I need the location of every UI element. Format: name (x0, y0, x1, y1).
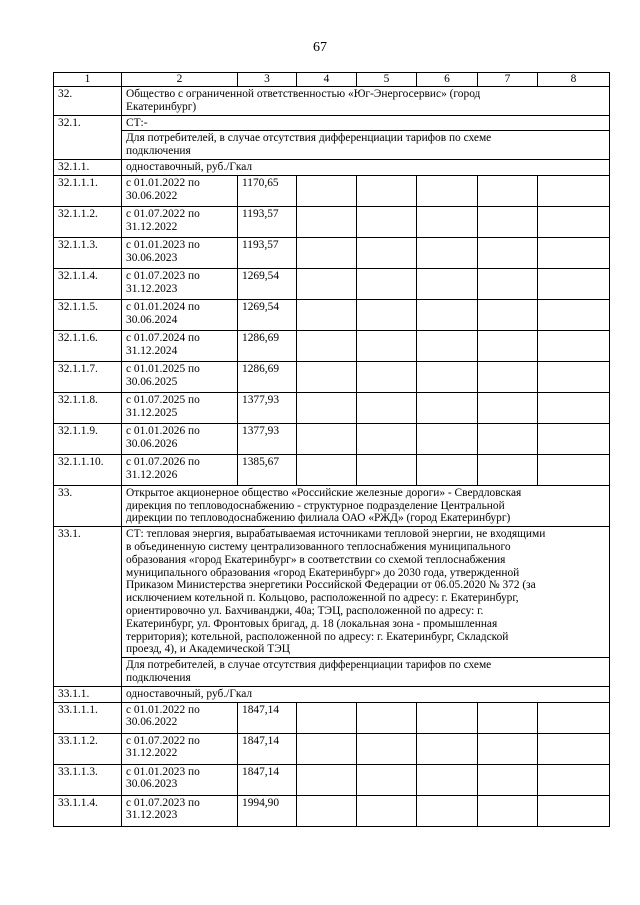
empty-cell (478, 206, 538, 237)
tariff-value: 1847,14 (238, 733, 297, 764)
tariff-period-row (54, 299, 610, 330)
tariff-period-row (54, 237, 610, 268)
empty-cell (478, 454, 538, 485)
empty-cell (357, 206, 417, 237)
empty-cell (417, 361, 478, 392)
empty-cell (297, 299, 357, 330)
period-number: 33.1.1.2. (54, 733, 122, 764)
empty-cell (357, 423, 417, 454)
empty-cell (297, 795, 357, 826)
tariff-value: 1847,14 (238, 702, 297, 733)
empty-cell (357, 454, 417, 485)
rate-type-label: одноставочный, руб./Гкал (122, 686, 610, 702)
empty-cell (357, 361, 417, 392)
column-header: 5 (357, 73, 417, 87)
empty-cell (538, 795, 610, 826)
rate-type-number: 33.1.1. (54, 686, 122, 702)
empty-cell (417, 330, 478, 361)
tariff-value: 1193,57 (238, 237, 297, 268)
period-number: 32.1.1.8. (54, 392, 122, 423)
empty-cell (538, 268, 610, 299)
period-number: 32.1.1.10. (54, 454, 122, 485)
tariff-period-row (54, 702, 610, 733)
tariff-period-row (54, 268, 610, 299)
period-dates: с 01.01.2024 по 30.06.2024 (122, 299, 238, 330)
empty-cell (357, 392, 417, 423)
empty-cell (538, 299, 610, 330)
column-header: 3 (238, 73, 297, 87)
empty-cell (357, 733, 417, 764)
tariff-system-text: СТ: тепловая энергия, вырабатываемая источниками тепловой энергии, не входящими в объединенную систему централизованного теплоснабжения муниципального образования «город Екатеринбург» в соответствии со схемой теплоснабжения муниципального образования «город Екатеринбург» до 2030 года, утвержденной Приказом Министерства энергетики Российской Федерации от 06.05.2020 № 372 (за исключением котельной п. Кольцово, расположенной по адресу: г. Екатеринбург, ориентировочно ул. Бахчиванджи, 40а; ТЭЦ, расположенной по адресу: г. Екатеринбург, ул. Фронтовых бригад, д. 18 (локальная зона - промышленная территория); котельной, расположенной по адресу: г. Екатеринбург, Складской проезд, 4), и Академической ТЭЦ (122, 527, 610, 658)
period-dates: с 01.01.2023 по 30.06.2023 (122, 764, 238, 795)
organization-number: 32. (54, 87, 122, 116)
empty-cell (297, 392, 357, 423)
empty-cell (417, 268, 478, 299)
consumer-group-row (54, 658, 610, 687)
empty-cell (357, 237, 417, 268)
tariff-period-row (54, 733, 610, 764)
column-header: 1 (54, 73, 122, 87)
empty-cell (538, 361, 610, 392)
tariff-value: 1170,65 (238, 175, 297, 206)
tariff-value: 1286,69 (238, 361, 297, 392)
tariff-system-number: 33.1. (54, 527, 122, 687)
empty-cell (417, 299, 478, 330)
empty-cell (357, 268, 417, 299)
tariff-period-row (54, 206, 610, 237)
empty-cell (297, 454, 357, 485)
rate-type-label: одноставочный, руб./Гкал (122, 159, 610, 175)
empty-cell (478, 175, 538, 206)
empty-cell (478, 795, 538, 826)
tariff-value: 1994,90 (238, 795, 297, 826)
tariff-period-row (54, 795, 610, 826)
period-number: 33.1.1.1. (54, 702, 122, 733)
empty-cell (417, 733, 478, 764)
empty-cell (357, 702, 417, 733)
tariff-value: 1193,57 (238, 206, 297, 237)
empty-cell (297, 330, 357, 361)
empty-cell (297, 206, 357, 237)
rate-type-row (54, 159, 610, 175)
empty-cell (538, 206, 610, 237)
tariff-value: 1286,69 (238, 330, 297, 361)
empty-cell (297, 733, 357, 764)
period-number: 32.1.1.7. (54, 361, 122, 392)
period-dates: с 01.07.2023 по 31.12.2023 (122, 795, 238, 826)
tariff-period-row (54, 454, 610, 485)
empty-cell (478, 330, 538, 361)
empty-cell (538, 175, 610, 206)
empty-cell (417, 206, 478, 237)
empty-cell (417, 764, 478, 795)
period-dates: с 01.01.2026 по 30.06.2026 (122, 423, 238, 454)
empty-cell (538, 702, 610, 733)
empty-cell (538, 392, 610, 423)
column-header: 8 (538, 73, 610, 87)
tariff-period-row (54, 392, 610, 423)
empty-cell (357, 764, 417, 795)
empty-cell (297, 702, 357, 733)
header-row (54, 73, 610, 87)
tariff-value: 1377,93 (238, 392, 297, 423)
consumer-group-text: Для потребителей, в случае отсутствия дифференциации тарифов по схеме подключения (122, 131, 610, 160)
column-header: 7 (478, 73, 538, 87)
empty-cell (417, 702, 478, 733)
column-header: 6 (417, 73, 478, 87)
organization-number: 33. (54, 485, 122, 526)
empty-cell (357, 330, 417, 361)
empty-cell (297, 237, 357, 268)
empty-cell (478, 299, 538, 330)
period-dates: с 01.07.2026 по 31.12.2026 (122, 454, 238, 485)
tariff-value: 1385,67 (238, 454, 297, 485)
empty-cell (478, 764, 538, 795)
organization-row (54, 485, 610, 526)
column-header: 4 (297, 73, 357, 87)
empty-cell (417, 237, 478, 268)
tariff-value: 1377,93 (238, 423, 297, 454)
empty-cell (417, 423, 478, 454)
empty-cell (297, 361, 357, 392)
tariff-value: 1847,14 (238, 764, 297, 795)
organization-name: Открытое акционерное общество «Российские железные дороги» - Свердловская дирекция по тепловодоснабжению - структурное подразделение Центральной дирекции по тепловодоснабжению филиала ОАО «РЖД» (город Екатеринбург) (122, 485, 610, 526)
empty-cell (417, 795, 478, 826)
empty-cell (478, 702, 538, 733)
period-dates: с 01.07.2024 по 31.12.2024 (122, 330, 238, 361)
period-number: 32.1.1.6. (54, 330, 122, 361)
period-dates: с 01.01.2025 по 30.06.2025 (122, 361, 238, 392)
tariff-period-row (54, 330, 610, 361)
tariff-period-row (54, 175, 610, 206)
empty-cell (297, 268, 357, 299)
period-number: 32.1.1.4. (54, 268, 122, 299)
empty-cell (297, 175, 357, 206)
tariff-period-row (54, 423, 610, 454)
tariff-period-row (54, 361, 610, 392)
rate-type-number: 32.1.1. (54, 159, 122, 175)
tariff-value: 1269,54 (238, 268, 297, 299)
empty-cell (478, 361, 538, 392)
empty-cell (478, 392, 538, 423)
empty-cell (538, 330, 610, 361)
tariff-value: 1269,54 (238, 299, 297, 330)
organization-row (54, 87, 610, 116)
period-dates: с 01.07.2023 по 31.12.2023 (122, 268, 238, 299)
empty-cell (478, 268, 538, 299)
empty-cell (538, 454, 610, 485)
column-header: 2 (122, 73, 238, 87)
empty-cell (297, 423, 357, 454)
period-dates: с 01.07.2025 по 31.12.2025 (122, 392, 238, 423)
empty-cell (357, 299, 417, 330)
empty-cell (417, 454, 478, 485)
organization-name: Общество с ограниченной ответственностью «Юг-Энергосервис» (город Екатеринбург) (122, 87, 610, 116)
period-number: 33.1.1.4. (54, 795, 122, 826)
empty-cell (297, 764, 357, 795)
empty-cell (538, 764, 610, 795)
empty-cell (538, 237, 610, 268)
period-number: 32.1.1.5. (54, 299, 122, 330)
consumer-group-text: Для потребителей, в случае отсутствия дифференциации тарифов по схеме подключения (122, 658, 610, 687)
period-number: 32.1.1.9. (54, 423, 122, 454)
page-number: 67 (313, 40, 327, 55)
period-dates: с 01.07.2022 по 31.12.2022 (122, 206, 238, 237)
empty-cell (478, 237, 538, 268)
period-dates: с 01.01.2022 по 30.06.2022 (122, 702, 238, 733)
period-number: 32.1.1.3. (54, 237, 122, 268)
tariff-system-row (54, 527, 610, 658)
empty-cell (478, 423, 538, 454)
empty-cell (478, 733, 538, 764)
tariff-period-row (54, 764, 610, 795)
tariff-system-number: 32.1. (54, 115, 122, 159)
empty-cell (357, 175, 417, 206)
empty-cell (538, 423, 610, 454)
tariff-system-row (54, 115, 610, 131)
period-number: 33.1.1.3. (54, 764, 122, 795)
consumer-group-row (54, 131, 610, 160)
period-number: 32.1.1.2. (54, 206, 122, 237)
empty-cell (357, 795, 417, 826)
tariff-table (53, 72, 610, 827)
period-dates: с 01.01.2022 по 30.06.2022 (122, 175, 238, 206)
period-number: 32.1.1.1. (54, 175, 122, 206)
empty-cell (538, 733, 610, 764)
period-dates: с 01.01.2023 по 30.06.2023 (122, 237, 238, 268)
tariff-system-text: СТ:- (122, 115, 610, 131)
period-dates: с 01.07.2022 по 31.12.2022 (122, 733, 238, 764)
empty-cell (417, 175, 478, 206)
rate-type-row (54, 686, 610, 702)
empty-cell (417, 392, 478, 423)
